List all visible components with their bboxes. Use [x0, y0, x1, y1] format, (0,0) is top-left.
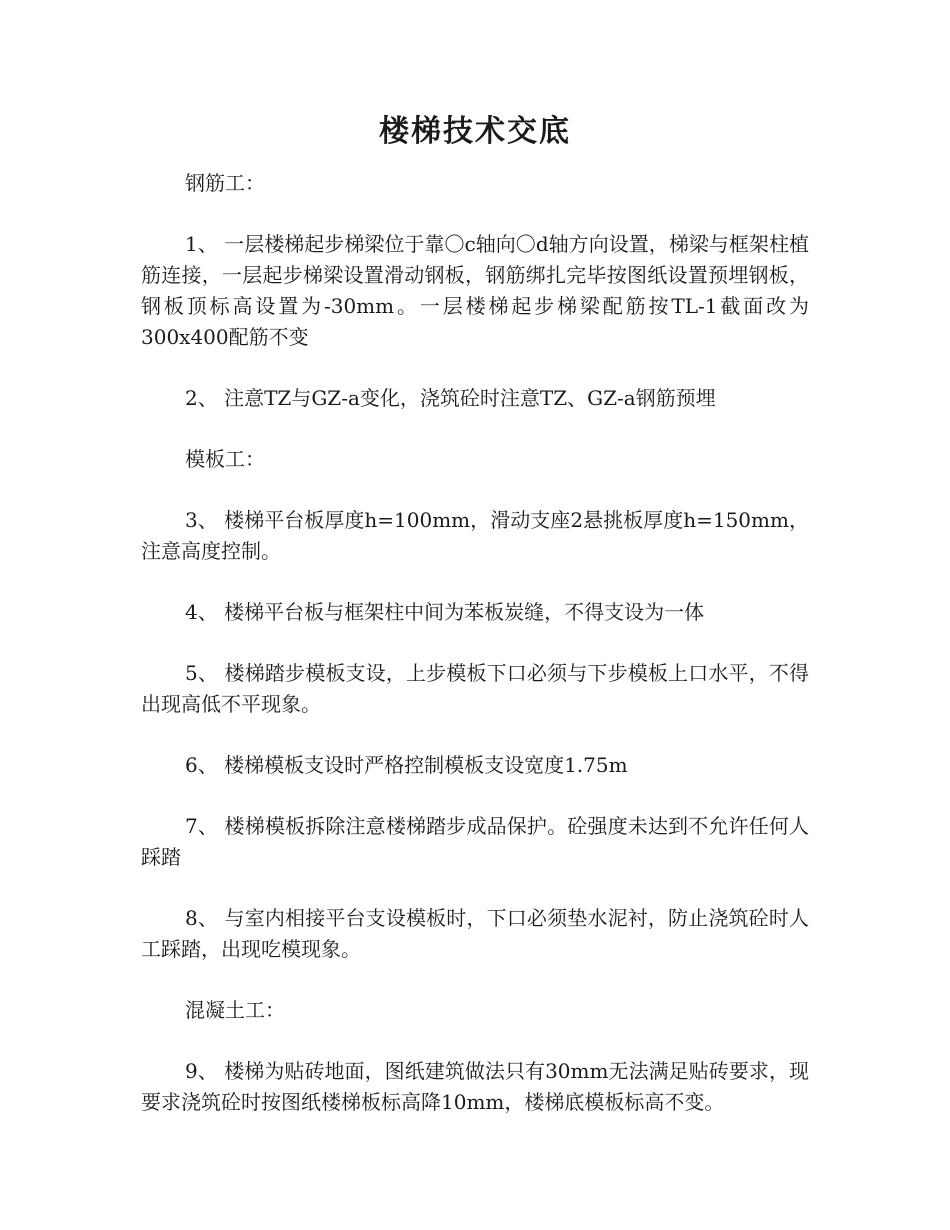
- paragraph-item-7: 7、 楼梯模板拆除注意楼梯踏步成品保护。砼强度未达到不允许任何人踩踏: [141, 814, 809, 869]
- paragraph-item-2: 2、 注意TZ与GZ-a变化，浇筑砼时注意TZ、GZ-a钢筋预埋: [185, 386, 716, 410]
- document-body: [141, 168, 809, 1148]
- paragraph-item-4: 4、 楼梯平台板与框架柱中间为苯板炭缝，不得支设为一体: [185, 600, 705, 624]
- section-heading-rebar: 钢筋工：: [185, 171, 265, 195]
- paragraph-item-6: 6、 楼梯模板支设时严格控制模板支设宽度1.75m: [185, 753, 628, 777]
- paragraph-item-5: 5、 楼梯踏步模板支设，上步模板下口必须与下步模板上口水平，不得出现高低不平现象。: [141, 661, 809, 716]
- paragraph-item-9: 9、 楼梯为贴砖地面，图纸建筑做法只有30mm无法满足贴砖要求，现要求浇筑砼时按图纸楼梯板标高降10mm，楼梯底模板标高不变。: [141, 1059, 809, 1114]
- paragraph-item-1: 1、 一层楼梯起步梯梁位于靠〇c轴向〇d轴方向设置，梯梁与框架柱植筋连接，一层起步梯梁设置滑动钢板，钢筋绑扎完毕按图纸设置预埋钢板，钢板顶标高设置为-30mm。一层楼梯起步梯梁配筋按TL-1截面改为300x400配筋不变: [141, 232, 809, 349]
- section-heading-formwork: 模板工：: [185, 447, 265, 471]
- document-title: 楼梯技术交底: [379, 114, 571, 149]
- section-heading-concrete: 混凝土工：: [185, 998, 285, 1022]
- paragraph-item-8: 8、 与室内相接平台支设模板时，下口必须垫水泥衬，防止浇筑砼时人工踩踏，出现吃模现象。: [141, 906, 809, 961]
- paragraph-item-3: 3、 楼梯平台板厚度h=100mm，滑动支座2悬挑板厚度h=150mm，注意高度控制。: [141, 508, 809, 563]
